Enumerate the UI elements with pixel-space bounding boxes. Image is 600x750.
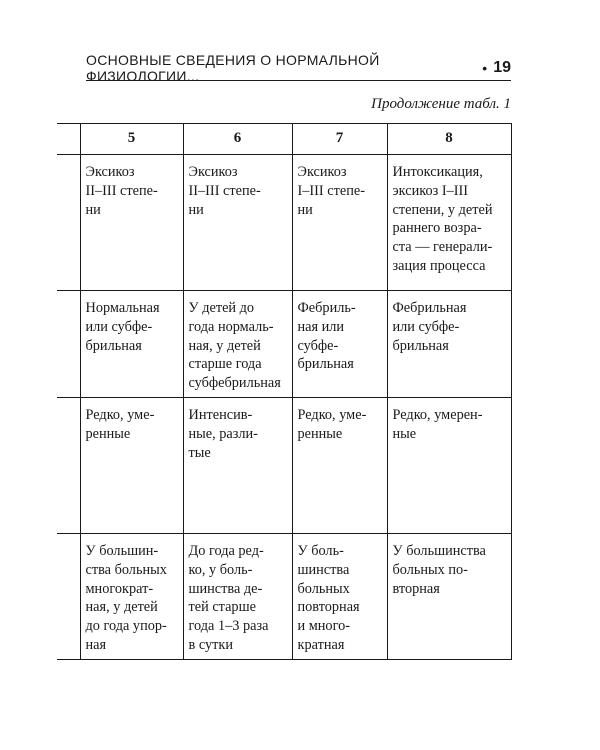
cell-text-line: до года упор- — [85, 618, 167, 635]
cell-text-line: У большин- — [85, 542, 159, 559]
cell-text-line: степени, у детей — [392, 201, 493, 218]
cell-text-line: Интоксикация, — [392, 164, 483, 180]
table-row — [57, 155, 511, 291]
cell-text-line: тей старше — [188, 599, 256, 616]
cell-text-line: вторная — [392, 580, 440, 597]
table-cell — [292, 533, 387, 659]
cell-text-line: года нормаль- — [188, 318, 274, 335]
cell-text-line: или субфе- — [85, 318, 153, 335]
cell-text-line: До года ред- — [188, 542, 264, 559]
cell-text-line: Фебриль- — [297, 300, 356, 316]
table-cell — [292, 397, 387, 533]
column-header: 5 — [80, 124, 183, 155]
cell-text-line: ства больных — [85, 561, 167, 578]
cell-text-line: У детей до — [188, 300, 255, 316]
table-cell — [183, 291, 292, 398]
cell-text-line: Фебрильная — [392, 300, 467, 316]
cell-text-line: эксикоз I–III — [392, 182, 469, 199]
cell-text-line: больных — [297, 580, 350, 597]
table-continuation-label: Продолжение табл. 1 — [371, 96, 511, 112]
table-row — [57, 397, 511, 533]
row-lead-cell — [57, 533, 80, 659]
cell-text-line: Эксикоз — [85, 164, 135, 180]
cell-text-line: брильная — [85, 337, 142, 354]
row-lead-cell — [57, 155, 80, 291]
cell-text-line: субфе- — [297, 337, 339, 354]
cell-text-line: ни — [85, 201, 101, 218]
table-cell — [80, 291, 183, 398]
cell-text-line: ная или — [297, 318, 345, 335]
cell-text-line: Редко, уме- — [85, 406, 155, 423]
table-cell — [80, 155, 183, 291]
table-cell — [183, 533, 292, 659]
header-cell-lead — [57, 124, 80, 155]
cell-text-line: Редко, умерен- — [392, 406, 483, 423]
table-cell — [292, 155, 387, 291]
cell-text-line: ная, у детей — [85, 599, 158, 616]
row-lead-cell — [57, 397, 80, 533]
cell-text-line: многократ- — [85, 580, 154, 597]
page-number: 19 — [493, 59, 511, 76]
cell-text-line: ная, у детей — [188, 337, 261, 354]
table-cell — [387, 533, 511, 659]
cell-text-line: У большинства — [392, 542, 486, 559]
table-cell — [292, 291, 387, 398]
header-bullet: • — [482, 60, 488, 76]
cell-text-line: Эксикоз — [297, 164, 347, 180]
cell-text-line: У боль- — [297, 542, 344, 559]
cell-text-line: Нормальная — [85, 300, 160, 316]
cell-text-line: I–III степе- — [297, 182, 365, 199]
cell-text-line: II–III степе- — [85, 182, 158, 199]
cell-text-line: ни — [188, 201, 204, 218]
table-cell — [387, 397, 511, 533]
cell-text-line: ни — [297, 201, 313, 218]
table-cell — [183, 397, 292, 533]
table-cell — [387, 155, 511, 291]
column-header: 6 — [183, 124, 292, 155]
cell-text-line: и много- — [297, 618, 350, 635]
cell-text-line: раннего возра- — [392, 220, 482, 237]
cell-text-line: Эксикоз — [188, 164, 238, 180]
running-header-title: ОСНОВНЫЕ СВЕДЕНИЯ О НОРМАЛЬНОЙ ФИЗИОЛОГИИ... — [86, 52, 380, 84]
table-row — [57, 533, 511, 659]
cell-text-line: зация процесса — [392, 257, 486, 274]
cell-text-line: шинства — [297, 561, 350, 578]
cell-text-line: или субфе- — [392, 318, 460, 335]
cell-text-line: повторная — [297, 599, 360, 616]
cell-text-line: субфебрильная — [188, 375, 281, 392]
cell-text-line: брильная — [297, 356, 354, 373]
cell-text-line: Интенсив- — [188, 406, 253, 423]
column-header: 7 — [292, 124, 387, 155]
cell-text-line: больных по- — [392, 561, 468, 578]
cell-text-line: ко, у боль- — [188, 561, 253, 578]
table-cell — [80, 397, 183, 533]
cell-text-line: года 1–3 раза — [188, 618, 269, 635]
column-header: 8 — [387, 124, 511, 155]
cell-text-line: брильная — [392, 337, 449, 354]
cell-text-line: тые — [188, 444, 211, 461]
cell-text-line: ренные — [85, 425, 131, 442]
cell-text-line: старше года — [188, 356, 262, 373]
cell-text-line: II–III степе- — [188, 182, 261, 199]
cell-text-line: ренные — [297, 425, 343, 442]
table-cell — [387, 291, 511, 398]
cell-text-line: в сутки — [188, 636, 233, 653]
running-header — [86, 52, 511, 84]
cell-text-line: ные, разли- — [188, 425, 258, 442]
table-header-row — [57, 124, 511, 155]
cell-text-line: кратная — [297, 636, 345, 653]
data-table — [57, 123, 512, 660]
cell-text-line: шинства де- — [188, 580, 263, 597]
cell-text-line: ста — генерали- — [392, 239, 493, 256]
cell-text-line: ная — [85, 636, 107, 653]
row-lead-cell — [57, 291, 80, 398]
cell-text-line: ные — [392, 425, 417, 442]
cell-text-line: Редко, уме- — [297, 406, 367, 423]
table-cell — [183, 155, 292, 291]
table-cell — [80, 533, 183, 659]
table-row — [57, 291, 511, 398]
